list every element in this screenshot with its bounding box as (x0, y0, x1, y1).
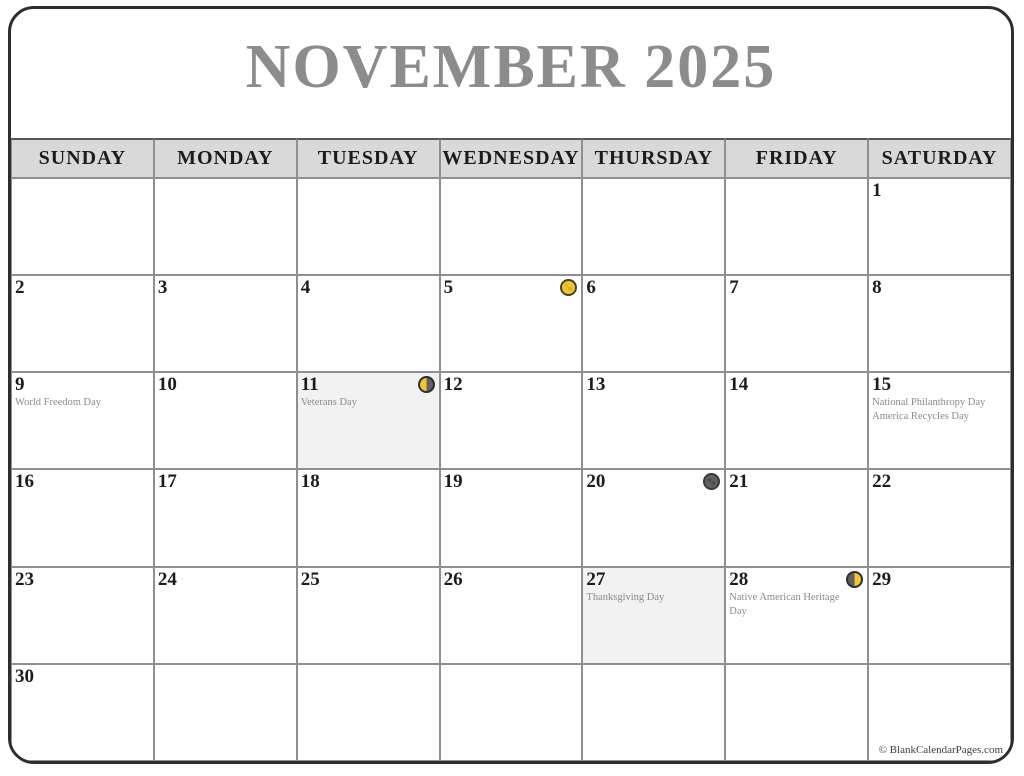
copyright-text: © BlankCalendarPages.com (878, 743, 1003, 756)
calendar-grid (11, 138, 1011, 761)
holiday-label: Veterans Day (300, 397, 357, 409)
holiday-label: Native American Heritage Day (729, 591, 840, 617)
day-number: 25 (300, 568, 320, 590)
holiday-label: World Freedom Day (15, 397, 102, 409)
day-number: 18 (300, 471, 320, 493)
day-cell-empty (297, 178, 440, 275)
day-cell-19 (440, 469, 583, 566)
day-cell-2 (11, 275, 154, 372)
day-number: 22 (872, 471, 892, 493)
day-number: 27 (586, 568, 606, 590)
day-number: 4 (300, 277, 311, 299)
day-number: 10 (157, 374, 177, 396)
day-number (869, 665, 1010, 666)
day-cell-4 (297, 275, 440, 372)
last-quarter-moon-icon (418, 376, 435, 393)
day-cell-25 (297, 567, 440, 664)
day-number: 11 (300, 374, 319, 396)
day-number (726, 179, 867, 180)
day-number (583, 665, 724, 666)
day-number: 7 (729, 277, 739, 299)
day-number (298, 179, 439, 180)
day-cell-17 (154, 469, 297, 566)
day-number (441, 665, 582, 666)
day-number (298, 665, 439, 666)
day-number: 19 (443, 471, 463, 493)
day-cell-16 (11, 469, 154, 566)
weekday-header-monday: MONDAY (154, 138, 297, 178)
day-number: 14 (729, 374, 749, 396)
day-cell-empty (582, 664, 725, 761)
first-quarter-moon-icon (846, 571, 863, 588)
day-cell-6 (582, 275, 725, 372)
day-number: 23 (15, 568, 34, 590)
weekday-header-saturday: SATURDAY (868, 138, 1011, 178)
day-cell-29 (868, 567, 1011, 664)
day-number (155, 665, 296, 666)
day-number: 6 (586, 277, 596, 299)
day-cell-empty (11, 178, 154, 275)
weekday-header-sunday: SUNDAY (11, 138, 154, 178)
day-cell-7 (725, 275, 868, 372)
day-cell-22 (868, 469, 1011, 566)
weekday-header-thursday: THURSDAY (582, 138, 725, 178)
day-cell-13 (582, 372, 725, 469)
day-cell-12 (440, 372, 583, 469)
day-number: 16 (15, 471, 34, 493)
day-number (155, 179, 296, 180)
holiday-label: National Philanthropy Day (872, 397, 986, 409)
day-cell-15 (868, 372, 1011, 469)
day-number: 2 (15, 277, 25, 299)
day-cell-empty (154, 664, 297, 761)
day-cell-11 (297, 372, 440, 469)
weekday-header-tuesday: TUESDAY (297, 138, 440, 178)
day-cell-empty (725, 178, 868, 275)
holiday-label: Thanksgiving Day (586, 591, 665, 603)
day-number: 28 (729, 568, 749, 590)
day-number: 12 (443, 374, 463, 396)
day-number: 3 (157, 277, 168, 299)
calendar-sheet (8, 6, 1014, 764)
day-cell-10 (154, 372, 297, 469)
day-cell-empty (582, 178, 725, 275)
day-cell-18 (297, 469, 440, 566)
day-cell-empty (154, 178, 297, 275)
day-cell-3 (154, 275, 297, 372)
day-cell-26 (440, 567, 583, 664)
day-number: 9 (15, 374, 25, 396)
day-cell-empty (297, 664, 440, 761)
day-cell-23 (11, 567, 154, 664)
day-number: 21 (729, 471, 749, 493)
day-number: 13 (586, 374, 606, 396)
day-cell-20 (582, 469, 725, 566)
day-number: 5 (443, 277, 454, 299)
day-number (583, 179, 724, 180)
day-cell-28 (725, 567, 868, 664)
day-number: 30 (15, 665, 34, 687)
day-number (12, 179, 153, 180)
weekday-header-friday: FRIDAY (725, 138, 868, 178)
weekday-header-wednesday: WEDNESDAY (440, 138, 583, 178)
day-cell-empty (440, 664, 583, 761)
day-cell-5 (440, 275, 583, 372)
day-cell-27 (582, 567, 725, 664)
day-number (726, 665, 867, 666)
day-cell-9 (11, 372, 154, 469)
day-number (441, 179, 582, 180)
day-cell-8 (868, 275, 1011, 372)
day-cell-empty (440, 178, 583, 275)
day-number: 8 (872, 277, 882, 299)
holiday-label: America Recycles Day (872, 411, 969, 423)
day-cell-24 (154, 567, 297, 664)
day-number: 26 (443, 568, 463, 590)
day-number: 24 (157, 568, 177, 590)
day-number: 20 (586, 471, 606, 493)
day-number: 1 (872, 180, 882, 201)
day-cell-14 (725, 372, 868, 469)
day-cell-empty (868, 664, 1011, 761)
day-number: 29 (872, 568, 892, 590)
day-number: 15 (872, 374, 892, 396)
day-cell-empty (725, 664, 868, 761)
day-cell-21 (725, 469, 868, 566)
day-number: 17 (157, 471, 177, 493)
calendar-title: NOVEMBER 2025 (245, 33, 777, 101)
day-cell-1 (868, 178, 1011, 275)
day-cell-30 (11, 664, 154, 761)
